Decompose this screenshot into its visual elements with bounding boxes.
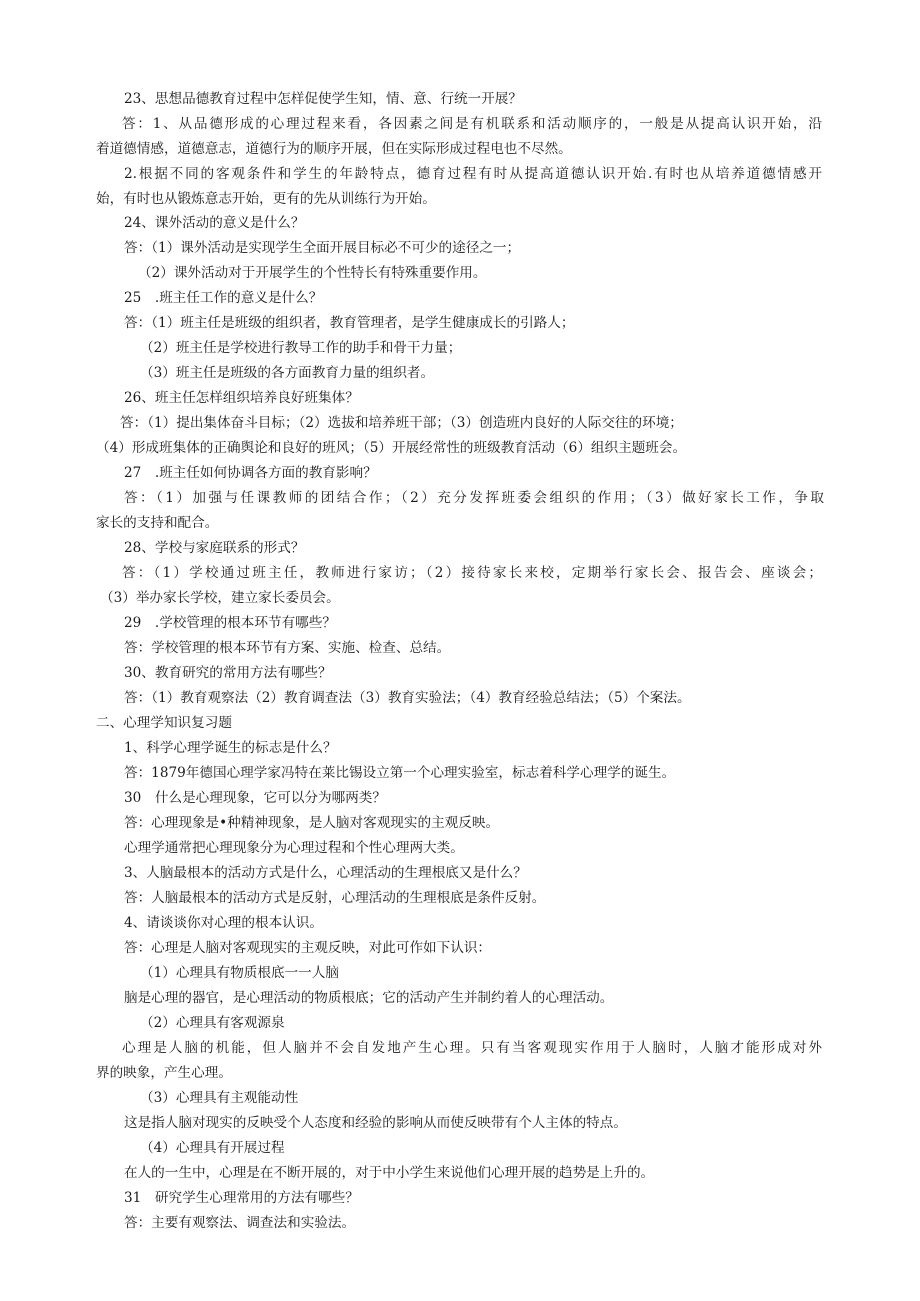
text-line: 答：（1）教育观察法（2）教育调查法（3）教育实验法；（4）教育经验总结法；（5）个案法。 [124,690,691,706]
text-line: （4）形成班集体的正确舆论和良好的班风；（5）开展经常性的班级教育活动（6）组织主题班会。 [96,440,687,456]
text-line: 心理是人脑的机能，但人脑并不会自发地产生心理。只有当客观现实作用于人脑时，人脑才能形成对外 [122,1040,822,1056]
text-line: （1）心理具有物质根底一一人脑 [140,965,339,981]
text-line: 脑是心理的器官，是心理活动的物质根底；它的活动产生并制约着人的心理活动。 [124,990,614,1006]
text-line: 28、学校与家庭联系的形式？ [124,540,305,556]
text-line: 二、心理学知识复习题 [96,715,232,731]
text-line: 答：1879年德国心理学家冯特在莱比锡设立第一个心理实验室，标志着科学心理学的诞生。 [124,765,676,781]
text-line: 答：（1）课外活动是实现学生全面开展目标必不可少的途径之一； [124,240,521,256]
text-line: 31 研究学生心理常用的方法有哪些？ [124,1190,359,1206]
text-line: （3）举办家长学校，建立家长委员会。 [100,590,340,606]
text-line: 答：（1）提出集体奋斗目标；（2）选拔和培养班干部；（3）创造班内良好的人际交往的环境； [120,415,683,431]
text-line: 27 .班主任如何协调各方面的教育影响？ [124,465,377,481]
text-line: 界的映象，产生心理。 [96,1065,232,1081]
text-line: 答：心理是人脑对客观现实的主观反映，对此可作如下认识： [124,940,492,956]
text-line: 心理学通常把心理现象分为心理过程和个性心理两大类。 [124,840,464,856]
text-line: 24、课外活动的意义是什么？ [124,215,305,231]
text-line: （3）心理具有主观能动性 [140,1090,299,1106]
text-line: 答：（1）加强与任课教师的团结合作；（2）充分发挥班委会组织的作用；（3）做好家长工作，争取 [124,490,824,506]
text-line: 2.根据不同的客观条件和学生的年龄特点，德育过程有时从提高道德认识开始.有时也从培养道德情感开 [124,166,822,182]
text-line: 着道德情感，道德意志，道德行为的顺序开展，但在实际形成过程电也不尽然。 [96,141,572,157]
text-line: 答：（1）班主任是班级的组织者，教育管理者，是学生健康成长的引路人； [124,315,575,331]
text-line: 答：（1）学校通过班主任，教师进行家访；（2）接待家长来校，定期举行家长会、报告会、座谈会； [122,565,822,581]
text-line: 在人的一生中，心理是在不断开展的，对于中小学生来说他们心理开展的趋势是上升的。 [124,1165,655,1181]
text-line: （4）心理具有开展过程 [140,1140,285,1156]
text-line: 25 .班主任工作的意义是什么？ [124,290,323,306]
text-line: 始，有时也从锻炼意志开始，更有的先从训练行为开始。 [96,191,436,207]
text-line: 26、班主任怎样组织培养良好班集体？ [124,390,359,406]
text-line: 30 什么是心理现象，它可以分为哪两类？ [124,790,386,806]
text-line: 答：心理现象是•种精神现象，是人脑对客观现实的主观反映。 [124,815,500,831]
text-line: 答：1、从品德形成的心理过程来看，各因素之间是有机联系和活动顺序的，一般是从提高认识开始，沿 [122,116,822,132]
text-line: 1、科学心理学诞生的标志是什么？ [124,740,337,756]
text-line: 29 .学校管理的根本环节有哪些？ [124,615,336,631]
text-line: 4、请谈谈你对心理的根本认识。 [124,915,323,931]
text-line: 答：学校管理的根本环节有方案、实施、检查、总结。 [124,640,451,656]
text-line: （2）课外活动对于开展学生的个性特长有特殊重要作用。 [138,265,487,281]
text-line: 这是指人脑对现实的反映受个人态度和经验的影响从而使反映带有个人主体的特点。 [124,1115,627,1131]
text-line: 30、教育研究的常用方法有哪些？ [124,665,332,681]
text-line: （2）心理具有客观源泉 [140,1015,285,1031]
text-line: （2）班主任是学校进行教导工作的助手和骨干力量； [140,340,462,356]
text-line: 23、思想品德教育过程中怎样促使学生知，情、意、行统一开展？ [124,91,522,107]
text-line: （3）班主任是班级的各方面教育力量的组织者。 [140,365,435,381]
text-line: 3、人脑最根本的活动方式是什么，心理活动的生理根底又是什么？ [124,865,527,881]
text-line: 答：人脑最根本的活动方式是反射，心理活动的生理根底是条件反射。 [124,890,546,906]
text-line: 答：主要有观察法、调查法和实验法。 [124,1215,356,1231]
text-line: 家长的支持和配合。 [96,515,219,531]
